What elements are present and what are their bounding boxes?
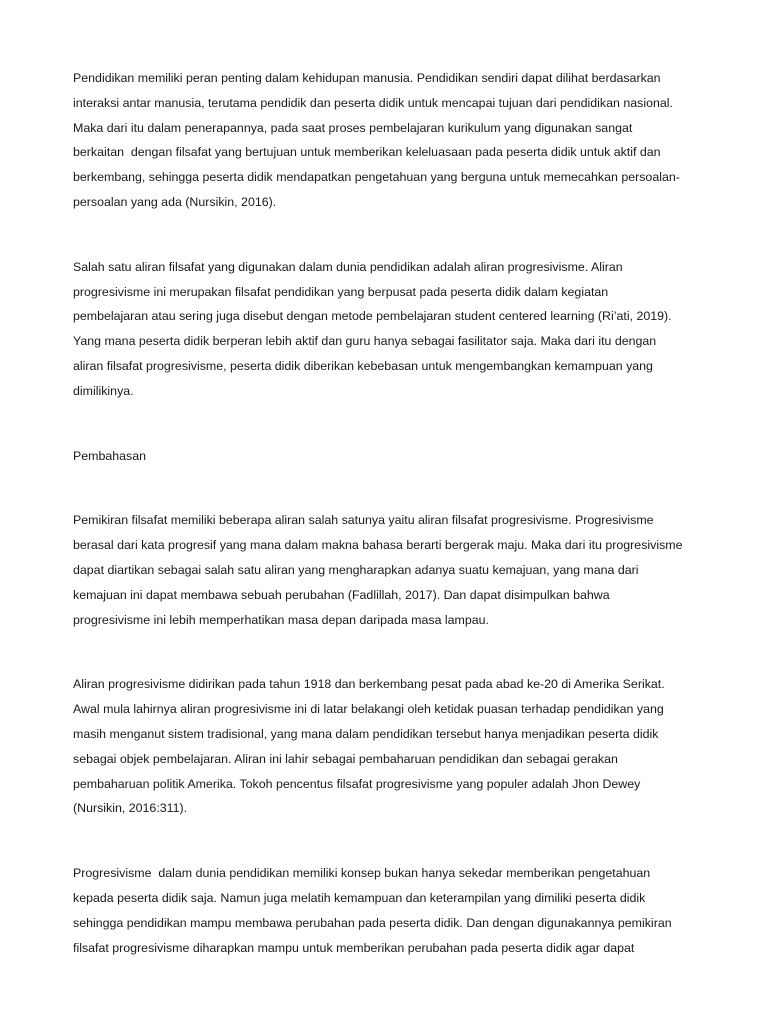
paragraph-5 [73, 861, 713, 960]
text-line: Pendidikan memiliki peran penting dalam kehidupan manusia. Pendidikan sendiri dapat dilihat berdasarkan [73, 71, 661, 85]
paragraph-1 [73, 66, 713, 215]
paragraph-spacer [73, 215, 713, 255]
text-line: Maka dari itu dalam penerapannya, pada saat proses pembelajaran kurikulum yang digunakan sangat [73, 120, 633, 135]
text-line: Progresivisme dalam dunia pendidikan memiliki konsep bukan hanya sekedar memberikan pengetahuan [73, 866, 651, 881]
paragraph-spacer [73, 468, 713, 508]
text-line: Yang mana peserta didik berperan lebih aktif dan guru hanya sebagai fasilitator saja. Maka dari itu dengan [73, 334, 657, 349]
text-line: berkaitan dengan filsafat yang bertujuan untuk memberikan keleluasaan pada peserta didik untuk aktif dan [73, 145, 661, 160]
document-body [73, 66, 713, 960]
text-line: progresivisme ini merupakan filsafat pendidikan yang berpusat pada peserta didik dalam kegiatan [73, 284, 609, 299]
text-line: dapat diartikan sebagai salah satu aliran yang mengharapkan adanya suatu kemajuan, yang mana dari [73, 562, 639, 577]
text-line: pembelajaran atau sering juga disebut dengan metode pembelajaran student centered learning (Ri’ati, 2019). [73, 309, 672, 324]
text-line: Aliran progresivisme didirikan pada tahun 1918 dan berkembang pesat pada abad ke-20 di Amerika Serikat. [73, 677, 665, 692]
paragraph-4 [73, 672, 713, 821]
text-line: berasal dari kata progresif yang mana dalam makna bahasa berarti bergerak maju. Maka dari itu progresivisme [73, 538, 683, 553]
text-line: persoalan yang ada (Nursikin, 2016). [73, 194, 277, 209]
text-line: masih menganut sistem tradisional, yang mana dalam pendidikan tersebut hanya menjadikan peserta didik [73, 726, 659, 741]
text-line: berkembang, sehingga peserta didik mendapatkan pengetahuan yang berguna untuk memecahkan persoalan- [73, 170, 680, 185]
text-line: interaksi antar manusia, terutama pendidik dan peserta didik untuk mencapai tujuan dari pendidikan nasional. [73, 95, 673, 110]
section-heading [73, 444, 713, 469]
paragraph-3 [73, 508, 713, 632]
text-line: Salah satu aliran filsafat yang digunakan dalam dunia pendidikan adalah aliran progresivisme. Aliran [73, 259, 623, 274]
text-line: filsafat progresivisme diharapkan mampu untuk memberikan perubahan pada peserta didik agar dapat [73, 940, 635, 955]
paragraph-spacer [73, 632, 713, 672]
text-line: aliran filsafat progresivisme, peserta didik diberikan kebebasan untuk mengembangkan kemampuan yang [73, 358, 653, 373]
paragraph-spacer [73, 821, 713, 861]
paragraph-2 [73, 255, 713, 404]
text-line: Awal mula lahirnya aliran progresivisme ini di latar belakangi oleh ketidak puasan terhadap pendidikan yang [73, 702, 664, 717]
paragraph-spacer [73, 404, 713, 444]
text-line: progresivisme ini lebih memperhatikan masa depan daripada masa lampau. [73, 612, 489, 627]
text-line: dimilikinya. [73, 383, 134, 398]
section-heading-text: Pembahasan [73, 448, 147, 463]
text-line: kemajuan ini dapat membawa sebuah perubahan (Fadlillah, 2017). Dan dapat disimpulkan bahwa [73, 587, 610, 602]
text-line: sehingga pendidikan mampu membawa perubahan pada peserta didik. Dan dengan digunakannya pemikiran [73, 915, 672, 930]
text-line: (Nursikin, 2016:311). [73, 801, 188, 816]
text-line: Pemikiran filsafat memiliki beberapa aliran salah satunya yaitu aliran filsafat progresivisme. Progresivisme [73, 513, 654, 528]
text-line: pembaharuan politik Amerika. Tokoh pencentus filsafat progresivisme yang populer adalah Jhon Dewey [73, 776, 641, 791]
text-line: sebagai objek pembelajaran. Aliran ini lahir sebagai pembaharuan pendidikan dan sebagai gerakan [73, 751, 618, 766]
text-line: kepada peserta didik saja. Namun juga melatih kemampuan dan keterampilan yang dimiliki peserta didik [73, 890, 646, 905]
